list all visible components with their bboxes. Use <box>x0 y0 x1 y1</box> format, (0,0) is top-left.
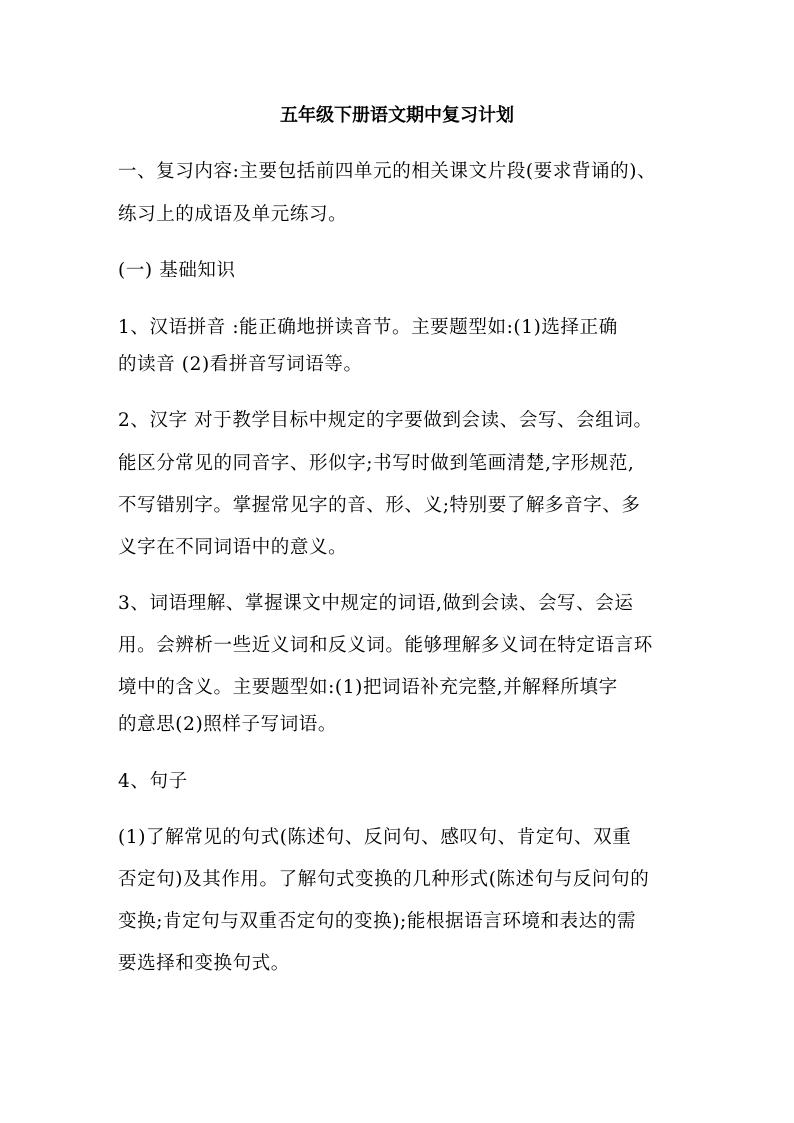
text-line-17: 变换;肯定句与双重否定句的变换);能根据语言环境和表达的需 <box>118 911 637 932</box>
section-heading-basics: (一) 基础知识 <box>118 260 236 281</box>
text-line-18: 要选择和变换句式。 <box>118 953 290 974</box>
text-line-7: 能区分常见的同音字、形似字;书写时做到笔画清楚,字形规范, <box>118 453 635 474</box>
text-line-2: 练习上的成语及单元练习。 <box>118 204 348 225</box>
text-line-11: 用。会辨析一些近义词和反义词。能够理解多义词在特定语言环 <box>118 635 653 656</box>
text-line-8: 不写错别字。掌握常见字的音、形、义;特别要了解多音字、多 <box>118 495 641 516</box>
text-line-1: 一、复习内容:主要包括前四单元的相关课文片段(要求背诵的)、 <box>118 161 657 182</box>
text-line-10: 3、词语理解、掌握课文中规定的词语,做到会读、会写、会运 <box>118 593 634 614</box>
section-heading-sentences: 4、句子 <box>118 771 188 792</box>
document-title: 五年级下册语文期中复习计划 <box>280 105 514 126</box>
text-line-15: (1)了解常见的句式(陈述句、反问句、感叹句、肯定句、双重 <box>118 827 632 848</box>
text-line-12: 境中的含义。主要题型如:(1)把词语补充完整,并解释所填字 <box>118 677 618 698</box>
text-line-16: 否定句)及其作用。了解句式变换的几种形式(陈述句与反问句的 <box>118 869 650 890</box>
text-line-9: 义字在不同词语中的意义。 <box>118 537 348 558</box>
text-line-13: 的意思(2)照样子写词语。 <box>118 714 338 735</box>
text-line-6: 2、汉字 对于教学目标中规定的字要做到会读、会写、会组词。 <box>118 410 653 431</box>
text-line-5: 的读音 (2)看拼音写词语等。 <box>118 354 363 375</box>
text-line-4: 1、汉语拼音 :能正确地拼读音节。主要题型如:(1)选择正确 <box>118 317 618 338</box>
